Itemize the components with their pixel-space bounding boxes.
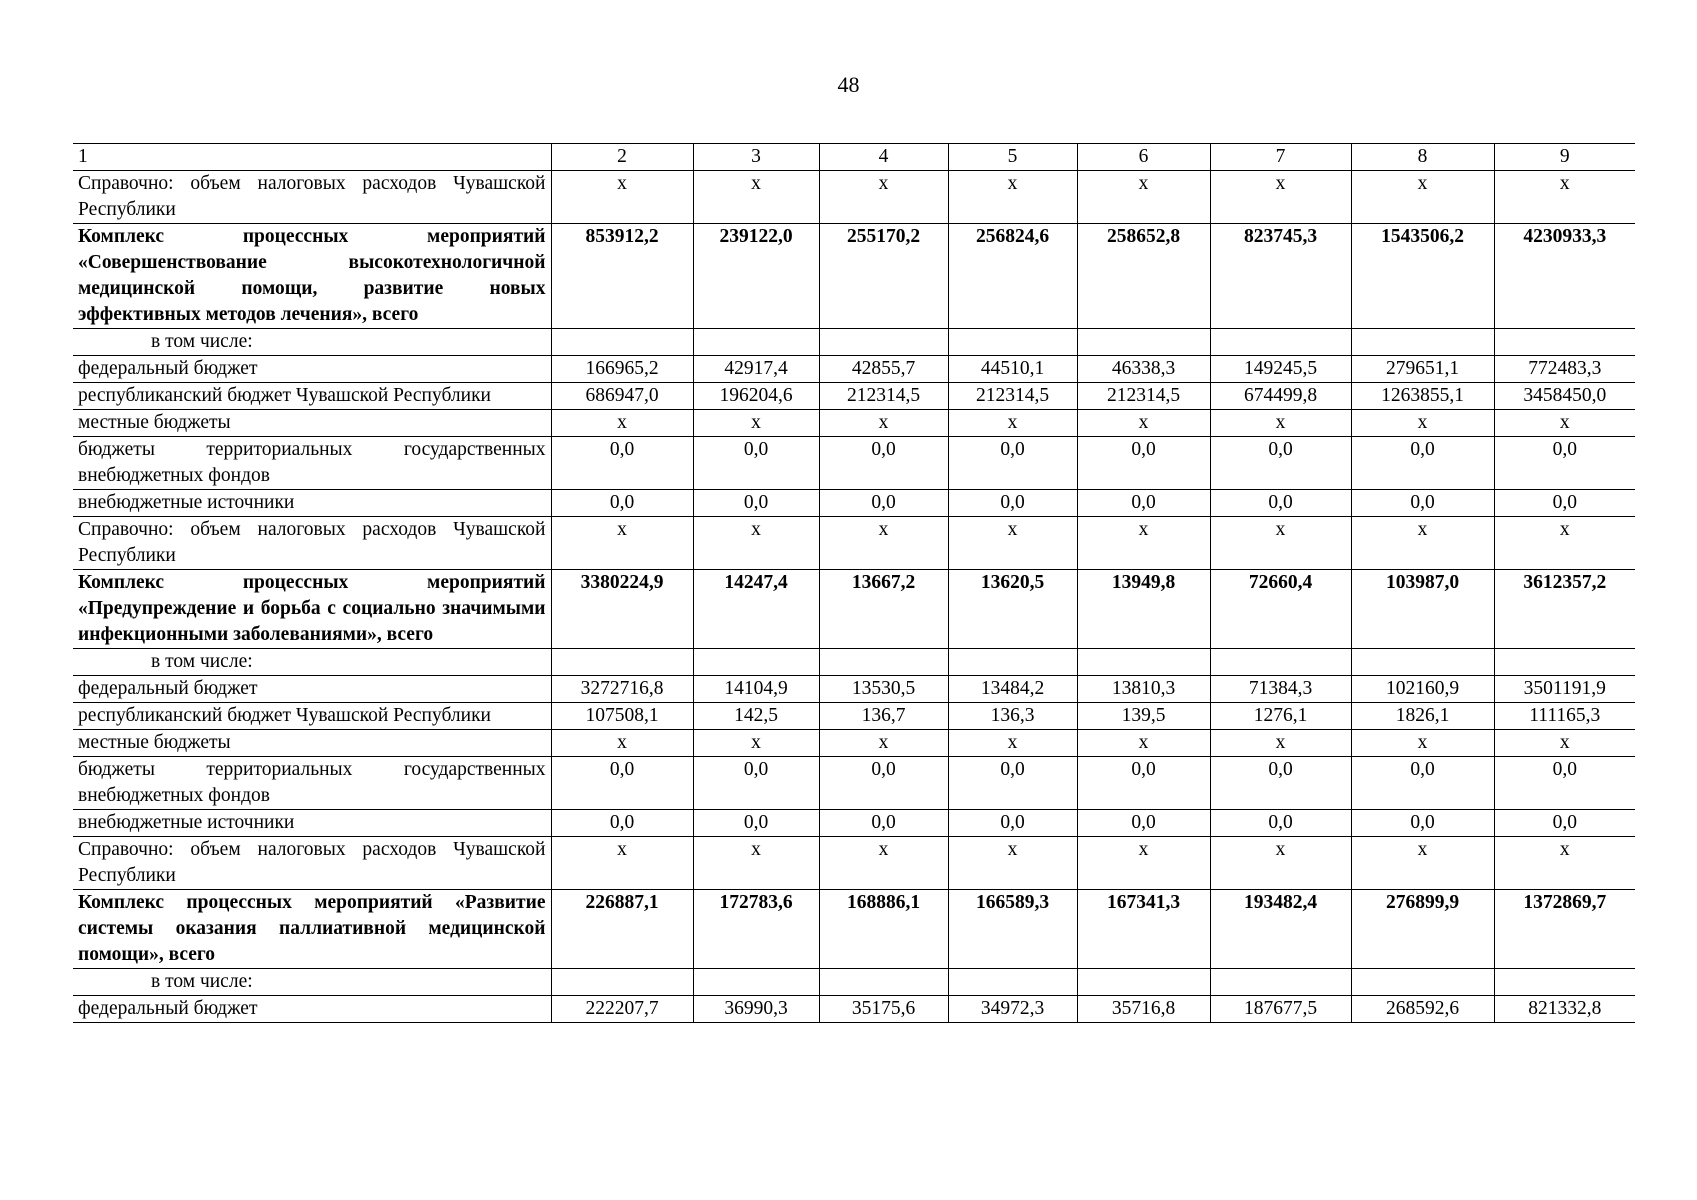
cell-value: 0,0 xyxy=(819,757,948,810)
cell-value xyxy=(1210,329,1351,356)
cell-value: 256824,6 xyxy=(948,224,1077,329)
cell-value: х xyxy=(693,410,819,437)
cell-value: 0,0 xyxy=(551,757,693,810)
cell-value: 0,0 xyxy=(819,810,948,837)
cell-value xyxy=(1077,969,1210,996)
cell-value: х xyxy=(1077,730,1210,757)
cell-value: 136,7 xyxy=(819,703,948,730)
row-label: Справочно: объем налоговых расходов Чувашской Республики xyxy=(73,837,551,890)
table-row xyxy=(73,517,1635,570)
cell-value: 3458450,0 xyxy=(1494,383,1635,410)
cell-value: 0,0 xyxy=(693,757,819,810)
cell-value: х xyxy=(948,410,1077,437)
cell-value xyxy=(1351,969,1494,996)
cell-value: 0,0 xyxy=(948,810,1077,837)
table-row xyxy=(73,996,1635,1023)
table-row xyxy=(73,171,1635,224)
cell-value: 13484,2 xyxy=(948,676,1077,703)
cell-value xyxy=(551,649,693,676)
budget-table xyxy=(73,143,1635,1023)
cell-value: 0,0 xyxy=(819,437,948,490)
cell-value: 258652,8 xyxy=(1077,224,1210,329)
table-row-program xyxy=(73,224,1635,329)
cell-value xyxy=(948,969,1077,996)
cell-value: х xyxy=(551,837,693,890)
cell-value: 0,0 xyxy=(1210,810,1351,837)
cell-value: 103987,0 xyxy=(1351,570,1494,649)
cell-value: х xyxy=(819,837,948,890)
cell-value: х xyxy=(1351,517,1494,570)
cell-value: х xyxy=(948,517,1077,570)
cell-value: х xyxy=(1494,837,1635,890)
column-header: 7 xyxy=(1210,144,1351,171)
cell-value: 0,0 xyxy=(1351,437,1494,490)
cell-value: 0,0 xyxy=(1351,757,1494,810)
cell-value: 34972,3 xyxy=(948,996,1077,1023)
row-label: местные бюджеты xyxy=(73,730,551,757)
cell-value xyxy=(1077,649,1210,676)
cell-value: 0,0 xyxy=(1494,810,1635,837)
table-row xyxy=(73,703,1635,730)
table-row xyxy=(73,730,1635,757)
cell-value: х xyxy=(551,410,693,437)
cell-value: 111165,3 xyxy=(1494,703,1635,730)
cell-value: х xyxy=(1210,837,1351,890)
column-header: 6 xyxy=(1077,144,1210,171)
cell-value: 0,0 xyxy=(1351,490,1494,517)
table-row xyxy=(73,757,1635,810)
cell-value xyxy=(551,329,693,356)
table-row xyxy=(73,676,1635,703)
cell-value xyxy=(693,329,819,356)
cell-value: 212314,5 xyxy=(948,383,1077,410)
page-number: 48 xyxy=(837,72,860,97)
cell-value: х xyxy=(1077,171,1210,224)
cell-value: 821332,8 xyxy=(1494,996,1635,1023)
cell-value: х xyxy=(1494,730,1635,757)
cell-value: х xyxy=(1351,410,1494,437)
cell-value: х xyxy=(1494,171,1635,224)
cell-value: х xyxy=(693,517,819,570)
cell-value: 0,0 xyxy=(1494,437,1635,490)
cell-value: 0,0 xyxy=(1077,437,1210,490)
cell-value: 13530,5 xyxy=(819,676,948,703)
cell-value xyxy=(1494,649,1635,676)
row-label: бюджеты территориальных государственных внебюджетных фондов xyxy=(73,437,551,490)
cell-value: 0,0 xyxy=(551,810,693,837)
cell-value xyxy=(693,649,819,676)
cell-value: 142,5 xyxy=(693,703,819,730)
cell-value: 3272716,8 xyxy=(551,676,693,703)
cell-value: х xyxy=(1351,171,1494,224)
cell-value: 166965,2 xyxy=(551,356,693,383)
column-header: 2 xyxy=(551,144,693,171)
cell-value: 853912,2 xyxy=(551,224,693,329)
row-label: Справочно: объем налоговых расходов Чувашской Республики xyxy=(73,517,551,570)
cell-value: 0,0 xyxy=(1210,490,1351,517)
cell-value: 3612357,2 xyxy=(1494,570,1635,649)
cell-value: 71384,3 xyxy=(1210,676,1351,703)
cell-value: 0,0 xyxy=(1077,757,1210,810)
cell-value: х xyxy=(1210,410,1351,437)
cell-value: 1543506,2 xyxy=(1351,224,1494,329)
table-row xyxy=(73,837,1635,890)
cell-value: х xyxy=(819,517,948,570)
cell-value: х xyxy=(1077,410,1210,437)
column-header: 4 xyxy=(819,144,948,171)
cell-value: 0,0 xyxy=(693,437,819,490)
row-label: Комплекс процессных мероприятий «Совершенствование высокотехнологичной медицинской помощи, развитие новых эффективных методов лечения», всего xyxy=(73,224,551,329)
cell-value: 0,0 xyxy=(948,490,1077,517)
table-row-program xyxy=(73,570,1635,649)
cell-value: 0,0 xyxy=(1210,757,1351,810)
row-label: федеральный бюджет xyxy=(73,356,551,383)
cell-value: 279651,1 xyxy=(1351,356,1494,383)
cell-value: 168886,1 xyxy=(819,890,948,969)
row-label: Справочно: объем налоговых расходов Чувашской Республики xyxy=(73,171,551,224)
cell-value: 0,0 xyxy=(948,757,1077,810)
table-row xyxy=(73,410,1635,437)
cell-value: х xyxy=(551,171,693,224)
cell-value: 772483,3 xyxy=(1494,356,1635,383)
cell-value: 14104,9 xyxy=(693,676,819,703)
cell-value xyxy=(948,649,1077,676)
cell-value: х xyxy=(693,837,819,890)
row-label: в том числе: xyxy=(73,969,551,996)
row-label: республиканский бюджет Чувашской Республики xyxy=(73,703,551,730)
cell-value: 107508,1 xyxy=(551,703,693,730)
cell-value: 13810,3 xyxy=(1077,676,1210,703)
column-header: 8 xyxy=(1351,144,1494,171)
cell-value xyxy=(948,329,1077,356)
cell-value: 139,5 xyxy=(1077,703,1210,730)
cell-value: 44510,1 xyxy=(948,356,1077,383)
cell-value: х xyxy=(1494,517,1635,570)
table-header-row xyxy=(73,144,1635,171)
cell-value: 0,0 xyxy=(1351,810,1494,837)
cell-value: 187677,5 xyxy=(1210,996,1351,1023)
cell-value: х xyxy=(693,730,819,757)
cell-value: 0,0 xyxy=(693,490,819,517)
cell-value: 0,0 xyxy=(1494,490,1635,517)
cell-value: 46338,3 xyxy=(1077,356,1210,383)
cell-value xyxy=(1210,969,1351,996)
cell-value xyxy=(819,329,948,356)
cell-value: 212314,5 xyxy=(819,383,948,410)
cell-value xyxy=(1351,329,1494,356)
cell-value: х xyxy=(1494,410,1635,437)
column-header: 5 xyxy=(948,144,1077,171)
cell-value xyxy=(1210,649,1351,676)
table-row xyxy=(73,437,1635,490)
cell-value: 196204,6 xyxy=(693,383,819,410)
cell-value: х xyxy=(693,171,819,224)
cell-value xyxy=(1351,649,1494,676)
cell-value: 823745,3 xyxy=(1210,224,1351,329)
table-row-subheading xyxy=(73,969,1635,996)
cell-value: 1826,1 xyxy=(1351,703,1494,730)
cell-value: х xyxy=(551,517,693,570)
cell-value: 686947,0 xyxy=(551,383,693,410)
cell-value: 0,0 xyxy=(551,437,693,490)
cell-value: 193482,4 xyxy=(1210,890,1351,969)
cell-value: 14247,4 xyxy=(693,570,819,649)
cell-value: 13667,2 xyxy=(819,570,948,649)
row-label: в том числе: xyxy=(73,649,551,676)
cell-value: 222207,7 xyxy=(551,996,693,1023)
cell-value: 0,0 xyxy=(693,810,819,837)
table-row xyxy=(73,490,1635,517)
row-label: местные бюджеты xyxy=(73,410,551,437)
cell-value: 0,0 xyxy=(1210,437,1351,490)
cell-value: 0,0 xyxy=(551,490,693,517)
row-label: Комплекс процессных мероприятий «Предупреждение и борьба с социально значимыми инфекционными заболеваниями», всего xyxy=(73,570,551,649)
cell-value: 1263855,1 xyxy=(1351,383,1494,410)
cell-value: 1372869,7 xyxy=(1494,890,1635,969)
cell-value: 276899,9 xyxy=(1351,890,1494,969)
cell-value xyxy=(1494,329,1635,356)
cell-value: 0,0 xyxy=(1494,757,1635,810)
cell-value: 0,0 xyxy=(1077,490,1210,517)
cell-value: х xyxy=(1077,517,1210,570)
cell-value: 13620,5 xyxy=(948,570,1077,649)
row-label: внебюджетные источники xyxy=(73,490,551,517)
table-row xyxy=(73,383,1635,410)
cell-value: 166589,3 xyxy=(948,890,1077,969)
row-label: Комплекс процессных мероприятий «Развитие системы оказания паллиативной медицинской помощи», всего xyxy=(73,890,551,969)
row-label: в том числе: xyxy=(73,329,551,356)
cell-value xyxy=(819,969,948,996)
cell-value: х xyxy=(948,171,1077,224)
cell-value: 72660,4 xyxy=(1210,570,1351,649)
cell-value: х xyxy=(1077,837,1210,890)
row-label: федеральный бюджет xyxy=(73,676,551,703)
table-row-subheading xyxy=(73,649,1635,676)
cell-value xyxy=(819,649,948,676)
cell-value: 1276,1 xyxy=(1210,703,1351,730)
cell-value xyxy=(1077,329,1210,356)
cell-value: 13949,8 xyxy=(1077,570,1210,649)
cell-value: 42855,7 xyxy=(819,356,948,383)
cell-value: 4230933,3 xyxy=(1494,224,1635,329)
cell-value: х xyxy=(1351,730,1494,757)
cell-value: 172783,6 xyxy=(693,890,819,969)
cell-value: 36990,3 xyxy=(693,996,819,1023)
table-row-subheading xyxy=(73,329,1635,356)
row-label: республиканский бюджет Чувашской Республики xyxy=(73,383,551,410)
cell-value: 102160,9 xyxy=(1351,676,1494,703)
table-row xyxy=(73,810,1635,837)
row-label: бюджеты территориальных государственных внебюджетных фондов xyxy=(73,757,551,810)
cell-value: 226887,1 xyxy=(551,890,693,969)
column-header: 3 xyxy=(693,144,819,171)
cell-value: х xyxy=(1210,730,1351,757)
cell-value: 255170,2 xyxy=(819,224,948,329)
cell-value: х xyxy=(1351,837,1494,890)
cell-value: 42917,4 xyxy=(693,356,819,383)
cell-value: 167341,3 xyxy=(1077,890,1210,969)
column-header: 1 xyxy=(73,144,551,171)
row-label: федеральный бюджет xyxy=(73,996,551,1023)
cell-value xyxy=(693,969,819,996)
column-header: 9 xyxy=(1494,144,1635,171)
cell-value: х xyxy=(819,171,948,224)
cell-value: х xyxy=(551,730,693,757)
cell-value: 3501191,9 xyxy=(1494,676,1635,703)
cell-value: х xyxy=(1210,517,1351,570)
cell-value: 136,3 xyxy=(948,703,1077,730)
table-row-program xyxy=(73,890,1635,969)
cell-value: х xyxy=(1210,171,1351,224)
cell-value: 0,0 xyxy=(948,437,1077,490)
cell-value: 3380224,9 xyxy=(551,570,693,649)
cell-value: 239122,0 xyxy=(693,224,819,329)
cell-value: 268592,6 xyxy=(1351,996,1494,1023)
cell-value: х xyxy=(948,730,1077,757)
table-row xyxy=(73,356,1635,383)
cell-value: 0,0 xyxy=(1077,810,1210,837)
cell-value: 35175,6 xyxy=(819,996,948,1023)
cell-value: х xyxy=(819,730,948,757)
cell-value xyxy=(551,969,693,996)
cell-value xyxy=(1494,969,1635,996)
row-label: внебюджетные источники xyxy=(73,810,551,837)
cell-value: 35716,8 xyxy=(1077,996,1210,1023)
cell-value: 674499,8 xyxy=(1210,383,1351,410)
cell-value: 0,0 xyxy=(819,490,948,517)
cell-value: х xyxy=(819,410,948,437)
cell-value: 149245,5 xyxy=(1210,356,1351,383)
cell-value: х xyxy=(948,837,1077,890)
cell-value: 212314,5 xyxy=(1077,383,1210,410)
